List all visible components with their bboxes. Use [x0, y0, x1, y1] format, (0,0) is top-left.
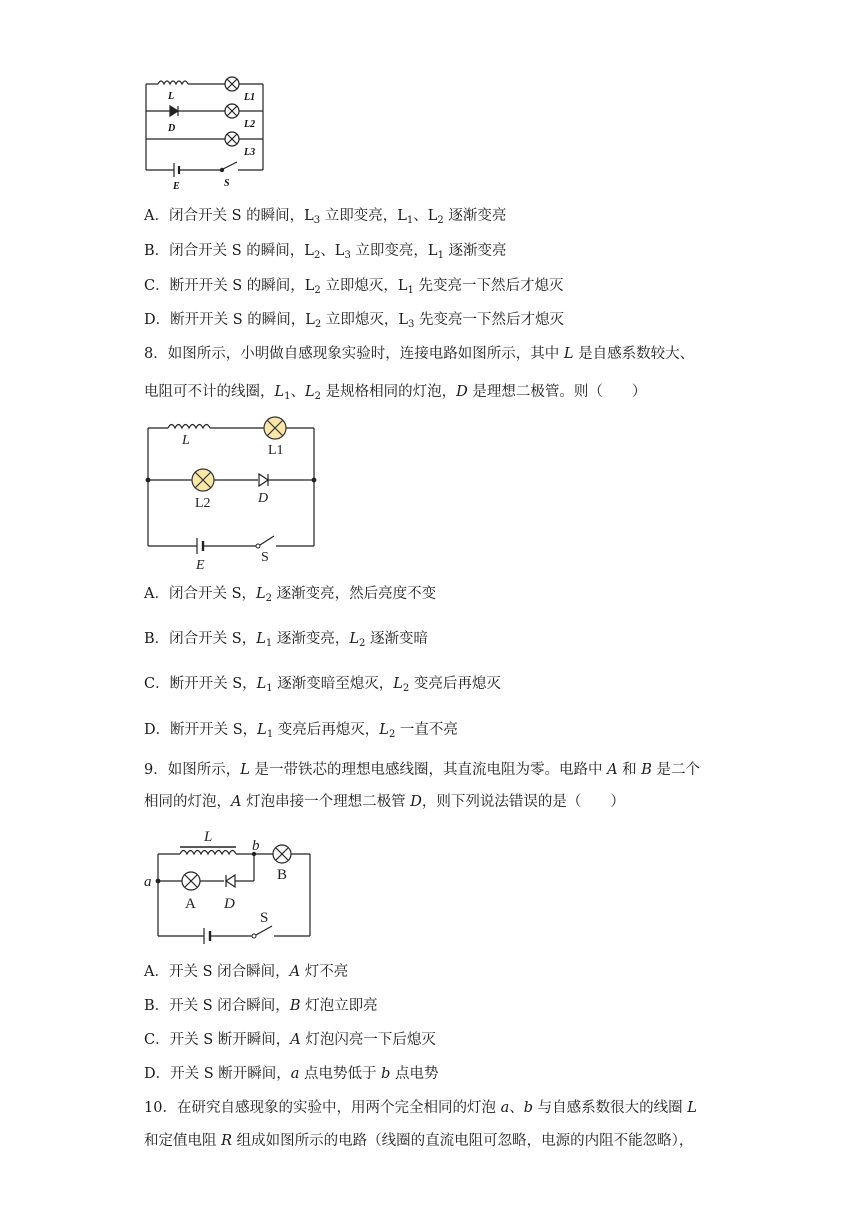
- q7-label-D: D: [168, 123, 176, 134]
- q8-label-D: D: [258, 491, 269, 506]
- q9-option-a: A．开关 S 闭合瞬间，A 灯不亮: [144, 964, 349, 980]
- q7-label-L3: L3: [244, 147, 256, 158]
- q7-circuit-figure: [140, 70, 270, 192]
- q9-label-S: S: [260, 910, 269, 926]
- q7-label-E: E: [173, 181, 180, 192]
- q7-label-L1: L1: [244, 92, 256, 103]
- q8-label-L: L: [182, 433, 190, 448]
- q8-option-c: C．断开开关 S，$L_1$ 逐渐变暗至熄灭，$L_2$ 变亮后再熄灭: [144, 676, 501, 694]
- q9-option-b: B．开关 S 闭合瞬间，B 灯泡立即亮: [144, 998, 378, 1014]
- q8-label-E: E: [196, 558, 205, 572]
- q9-label-L: L: [204, 829, 213, 845]
- q8-label-S: S: [261, 550, 269, 565]
- q8-circuit-figure: [140, 412, 325, 572]
- q9-option-c: C．开关 S 断开瞬间，A 灯泡闪亮一下后熄灭: [144, 1032, 436, 1048]
- q8-option-b: B．闭合开关 S，$L_1$ 逐渐变亮，$L_2$ 逐渐变暗: [144, 631, 428, 649]
- q9-label-D: D: [224, 896, 235, 912]
- q7-label-L2: L2: [244, 119, 256, 130]
- q8-stem-line-1: 8．如图所示，小明做自感现象实验时，连接电路如图所示，其中 L 是自感系数较大、: [144, 346, 695, 362]
- q9-stem-line-2: 相同的灯泡，A 灯泡串接一个理想二极管 D，则下列说法错误的是（ ）: [144, 794, 625, 810]
- q9-label-A: A: [185, 896, 196, 912]
- q9-option-d: D．开关 S 断开瞬间，a 点电势低于 b 点电势: [144, 1066, 439, 1082]
- q7-label-S: S: [224, 178, 230, 189]
- q9-circuit-figure: [140, 824, 320, 949]
- q9-label-b: b: [252, 838, 260, 854]
- q7-label-L: L: [168, 91, 175, 102]
- q7-option-c: C．断开开关 S 的瞬间，$L_2$ 立即熄灭，$L_1$ 先变亮一下然后才熄灭: [144, 278, 564, 296]
- q8-label-L1: L1: [268, 443, 284, 458]
- q9-stem-line-1: 9．如图所示，L 是一带铁芯的理想电感线圈，其直流电阻为零。电路中 A 和 B 是二个: [144, 762, 701, 778]
- q7-option-d: D．断开开关 S 的瞬间，$L_2$ 立即熄灭，$L_3$ 先变亮一下然后才熄灭: [144, 312, 565, 330]
- q10-stem-line-1: 10．在研究自感现象的实验中，用两个完全相同的灯泡 a、b 与自感系数很大的线圈 L: [144, 1100, 697, 1116]
- q7-option-a: A．闭合开关 S 的瞬间，$L_3$ 立即变亮，$L_1$、$L_2$ 逐渐变亮: [144, 208, 507, 226]
- q8-stem-line-2: 电阻可不计的线圈，$L_1$、$L_2$ 是规格相同的灯泡，D 是理想二极管。则（ ）: [144, 384, 647, 402]
- q8-label-L2: L2: [195, 496, 211, 511]
- q10-stem-line-2: 和定值电阻 R 组成如图所示的电路（线圈的直流电阻可忽略，电源的内阻不能忽略），: [144, 1133, 694, 1149]
- q8-option-d: D．断开开关 S，$L_1$ 变亮后再熄灭，$L_2$ 一直不亮: [144, 722, 458, 740]
- q7-option-b: B．闭合开关 S 的瞬间，$L_2$、$L_3$ 立即变亮，$L_1$ 逐渐变亮: [144, 243, 507, 261]
- q9-label-a: a: [144, 874, 152, 890]
- q8-option-a: A．闭合开关 S，$L_2$ 逐渐变亮，然后亮度不变: [144, 586, 437, 604]
- q9-label-B: B: [277, 867, 288, 883]
